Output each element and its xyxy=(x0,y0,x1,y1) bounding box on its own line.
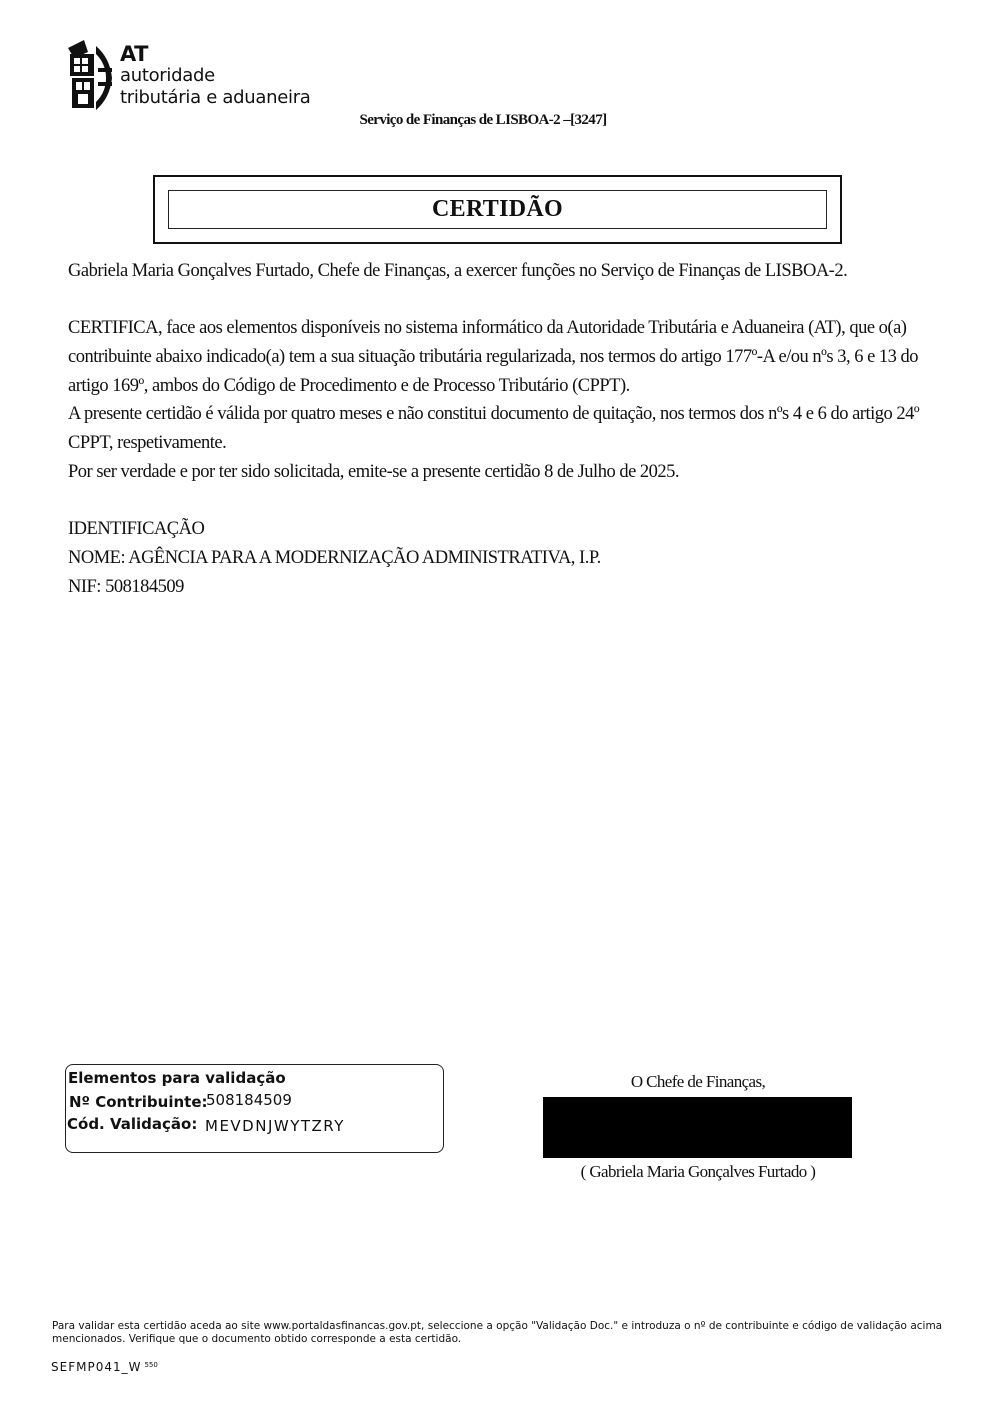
validation-box xyxy=(65,1064,444,1153)
contribuinte-value: 508184509 xyxy=(206,1091,292,1109)
logo-line-3: tributária e aduaneira xyxy=(120,87,311,108)
identification-heading: IDENTIFICAÇÃO xyxy=(68,519,205,539)
validation-title: Elementos para validação xyxy=(68,1069,286,1087)
signature-name: ( Gabriela Maria Gonçalves Furtado ) xyxy=(580,1162,816,1181)
validity-paragraph: A presente certidão é válida por quatro meses e não constitui documento de quitação, nos termos dos nºs 4 e 6 do artigo 24º CPPT, respetivamente. xyxy=(68,404,920,453)
logo-line-2: autoridade xyxy=(120,65,215,86)
footer-validation-note: Para validar esta certidão aceda ao site www.portaldasfinancas.gov.pt, seleccione a opção "Validação Doc." e introduza o nº de contribuinte e código de validação acima mencionados. Verifique que o documento obtido corresponde a esta certidão. xyxy=(52,1320,943,1345)
identification-name: NOME: AGÊNCIA PARA A MODERNIZAÇÃO ADMINISTRATIVA, I.P. xyxy=(68,548,601,568)
service-office-heading xyxy=(0,112,966,129)
title-frame xyxy=(153,175,842,244)
signature-redacted-block xyxy=(543,1097,852,1158)
service-office-text: Serviço de Finanças de LISBOA-2 –[3247] xyxy=(359,112,607,128)
contribuinte-label: Nº Contribuinte: xyxy=(69,1093,208,1111)
certifica-paragraph: CERTIFICA, face aos elementos disponíveis no sistema informático da Autoridade Tributária e Aduaneira (AT), que o(a) contribuinte abaixo indicado(a) tem a sua situação tributária regularizada, nos termos do artigo 177º-A e/ou nºs 3, 6 e 13 do artigo 169º, ambos do Código de Procedimento e de Processo Tributário (CPPT). xyxy=(68,318,919,396)
validation-code-value: MEVDNJWYTZRY xyxy=(205,1117,345,1135)
signature-title: O Chefe de Finanças, xyxy=(630,1072,766,1091)
form-code-suffix: 550 xyxy=(144,1361,158,1369)
logo-wordmark xyxy=(120,44,311,109)
title-inner-frame xyxy=(168,190,827,229)
document-title: CERTIDÃO xyxy=(432,196,563,222)
identification-nif: NIF: 508184509 xyxy=(68,577,184,597)
logo-line-1: AT xyxy=(120,42,148,66)
at-logo xyxy=(66,38,336,114)
form-code: SEFMP041_W xyxy=(51,1360,142,1374)
emission-paragraph: Por ser verdade e por ter sido solicitada, emite-se a presente certidão 8 de Julho de 2025. xyxy=(68,462,680,482)
intro-paragraph: Gabriela Maria Gonçalves Furtado, Chefe de Finanças, a exercer funções no Serviço de Finanças de LISBOA-2. xyxy=(68,261,848,281)
validation-code-label: Cód. Validação: xyxy=(67,1115,198,1133)
at-coat-of-arms-icon xyxy=(66,38,116,114)
footer-form-code xyxy=(51,1360,158,1374)
